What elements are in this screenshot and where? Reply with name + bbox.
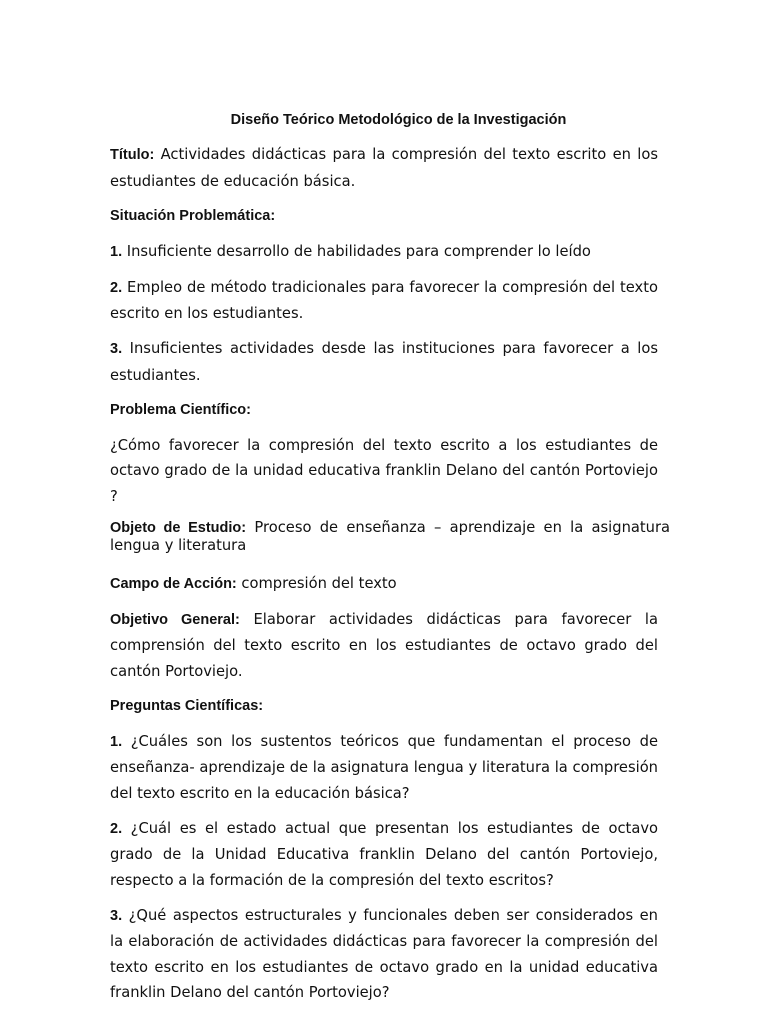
pregunta-item-text: ¿Qué aspectos estructurales y funcionales deben ser considerados en la elaboración de actividades didácticas para favorecer la compresión del texto escrito en los estudiantes de octavo grado en la unidad educativa franklin Delano del cantón Portoviejo? bbox=[110, 906, 658, 1001]
pregunta-item-1 bbox=[110, 729, 658, 807]
situacion-heading: Situación Problemática: bbox=[110, 207, 276, 224]
situacion-item-number: 1. bbox=[110, 243, 123, 260]
campo-text: compresión del texto bbox=[236, 574, 397, 592]
situacion-item-text: Empleo de método tradicionales para favorecer la compresión del texto escrito en los estudiantes. bbox=[110, 278, 658, 322]
pregunta-item-3 bbox=[110, 903, 658, 1006]
objeto-label: Objeto de Estudio: bbox=[110, 519, 247, 536]
objetivo-text: Elaborar actividades didácticas para favorecer la comprensión del texto escrito en los estudiantes de octavo grado del cantón Portoviejo. bbox=[110, 610, 658, 680]
objeto-text: Proceso de enseñanza – aprendizaje en la asignatura lengua y literatura bbox=[110, 518, 671, 554]
campo-paragraph bbox=[110, 571, 658, 598]
pregunta-item-number: 1. bbox=[110, 733, 123, 750]
preguntas-heading: Preguntas Científicas: bbox=[110, 697, 264, 714]
situacion-item-text: Insuficientes actividades desde las instituciones para favorecer a los estudiantes. bbox=[110, 340, 658, 384]
situacion-item-text: Insuficiente desarrollo de habilidades para comprender lo leído bbox=[122, 242, 591, 260]
pregunta-item-number: 2. bbox=[110, 820, 123, 837]
titulo-label: Título: bbox=[110, 147, 155, 163]
situacion-item-3 bbox=[110, 336, 658, 388]
situacion-item-number: 2. bbox=[110, 279, 123, 296]
problema-heading: Problema Científico: bbox=[110, 401, 251, 418]
document-title: Diseño Teórico Metodológico de la Investigación bbox=[230, 112, 567, 128]
problema-paragraph: ¿Cómo favorecer la compresión del texto escrito a los estudiantes de octavo grado de la unidad educativa franklin Delano del cantón Portoviejo ? bbox=[110, 436, 658, 505]
pregunta-item-number: 3. bbox=[110, 907, 123, 924]
situacion-item-1 bbox=[110, 239, 658, 266]
campo-label: Campo de Acción: bbox=[110, 575, 237, 592]
titulo-paragraph bbox=[110, 142, 658, 194]
situacion-item-number: 3. bbox=[110, 341, 123, 357]
pregunta-item-2 bbox=[110, 816, 658, 894]
objetivo-label: Objetivo General: bbox=[110, 611, 240, 628]
pregunta-item-text: ¿Cuál es el estado actual que presentan los estudiantes de octavo grado de la Unidad Educativa franklin Delano del cantón Portoviejo, respecto a la formación de la compresión del texto escritos? bbox=[110, 819, 658, 889]
objeto-paragraph bbox=[110, 519, 670, 555]
objetivo-paragraph bbox=[110, 607, 658, 685]
situacion-item-2 bbox=[110, 275, 658, 327]
pregunta-item-text: ¿Cuáles son los sustentos teóricos que fundamentan el proceso de enseñanza- aprendizaje de la asignatura lengua y literatura la compresión del texto escrito en la educación básica? bbox=[110, 732, 658, 802]
titulo-text: Actividades didácticas para la compresión del texto escrito en los estudiantes de educación básica. bbox=[110, 146, 658, 190]
